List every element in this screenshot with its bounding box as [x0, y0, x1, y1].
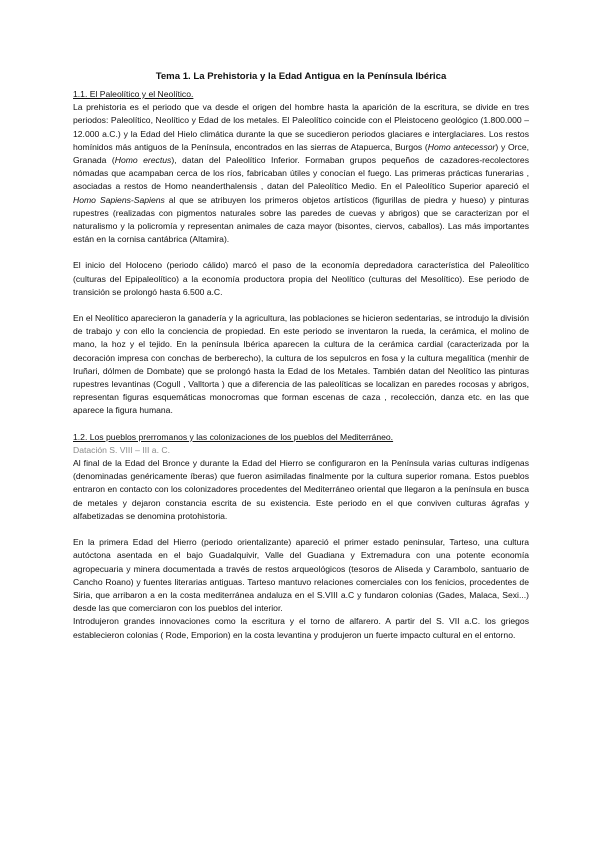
section-heading-paleolitico: 1.1. El Paleolítico y el Neolítico. [73, 89, 194, 99]
paragraph-prehistoria: La prehistoria es el periodo que va desde el origen del hombre hasta la aparición de la escritura, se divide en tres periodos: Paleolítico, Neolítico y Edad de los metales. El Paleolítico coincide con el Pleistoceno geológico (1.800.000 – 12.000 a.C.) y la Edad del Hielo climática durante la que se sucedieron periodos glaciares e interglaciares. Los restos homínidos más antiguos de la Península, encontrados en las sierras de Atapuerca, Burgos (Homo antecessor) y Orce, Granada (Homo erectus), datan del Paleolítico Inferior. Formaban grupos pequeños de cazadores-recolectores nómadas que acampaban cerca de los ríos, fabricaban útiles y conocían el fuego. Las primeras prácticas funerarias , asociadas a restos de Homo neanderthalensis , datan del Paleolítico Medio. En el Paleolítico Superior apareció el Homo Sapiens-Sapiens al que se atribuyen los primeros objetos artísticos (figurillas de piedra y hueso) y pinturas rupestres (realizadas con pigmentos naturales sobre las paredes de cuevas y abrigos) que se caracterizan por el naturalismo y la policromía y representan animales de caza mayor (bisontes, ciervos, caballos). Las más importantes están en la cornisa cantábrica (Altamira). [73, 102, 529, 245]
paragraph-holoceno: El inicio del Holoceno (periodo cálido) marcó el paso de la economía depredadora característica del Paleolítico (culturas del Epipaleolítico) a la economía productora propia del Neolítico (culturas del Mesolítico). Ese periodo de transición se prolongó hasta 6.500 a.C. [73, 260, 529, 297]
dating-label: Datación S. VIII – III a. C. [73, 444, 170, 455]
paragraph-tarteso: En la primera Edad del Hierro (periodo orientalizante) apareció el primer estado peninsular, Tarteso, una cultura autóctona asentada en el bajo Guadalquivir, Valle del Guadiana y Extremadura con una potente economía agropecuaria y minera documentada a través de restos arqueológicos (tesoros de Aliseda y Carambolo, santuario de Cancho Roano) y fuentes literarias antiguas. Tarteso mantuvo relaciones comerciales con los fenicios, procedentes de Siria, que arribaron a en la costa mediterránea andaluza en el S.VIII a.C y fundaron colonias (Gades, Malaca, Sexi...) desde las que comerciaron con los pueblos del interior. [73, 537, 529, 614]
paragraph-griegos: Introdujeron grandes innovaciones como la escritura y el torno de alfarero. A partir del S. VII a.C. los griegos establecieron colonias ( Rode, Emporion) en la costa levantina y produjeron un fuerte impacto cultural en el entorno. [73, 616, 529, 640]
document-page [73, 70, 529, 642]
section-heading-pueblos-prerromanos: 1.2. Los pueblos prerromanos y las colonizaciones de los pueblos del Mediterráneo. [73, 431, 394, 442]
page-title: Tema 1. La Prehistoria y la Edad Antigua en la Península Ibérica [155, 71, 447, 82]
paragraph-neolitico: En el Neolítico aparecieron la ganadería y la agricultura, las poblaciones se hicieron sedentarias, se introdujo la división de trabajo y con ello la conciencia de propiedad. En este periodo se inventaron la rueda, la cerámica, el molino de mano, la hoz y el tejido. En la península Ibérica aparecen la cultura de la cerámica cardial (caracterizada por la decoración impresa con conchas de berberecho), la cultura de los sepulcros en fosa y la cultura megalítica (menhir de Iruñari, dólmen de Dombate) que se prolongó hasta la Edad de los Metales. También datan del Neolítico las pinturas rupestres levantinas (Cogull , Valltorta ) que a diferencia de las paleolíticas se localizan en paredes rocosas y abrigos, representan figuras esquemáticas monocromas que forman escenas de caza , recolección, danza etc. en las que aparece la figura humana. [73, 313, 529, 416]
paragraph-edad-bronce: Al final de la Edad del Bronce y durante la Edad del Hierro se configuraron en la Península varias culturas indígenas (denominadas genéricamente íberas) que fueron asimiladas finalmente por la cultura superior romana. Estos pueblos entraron en contacto con los colonizadores procedentes del Mediterráneo oriental que llegaron a la península en busca de metales y dejaron constancia escrita de su existencia. Este periodo en el que conviven culturas ágrafas y alfabetizadas se denomina protohistoria. [73, 458, 529, 521]
